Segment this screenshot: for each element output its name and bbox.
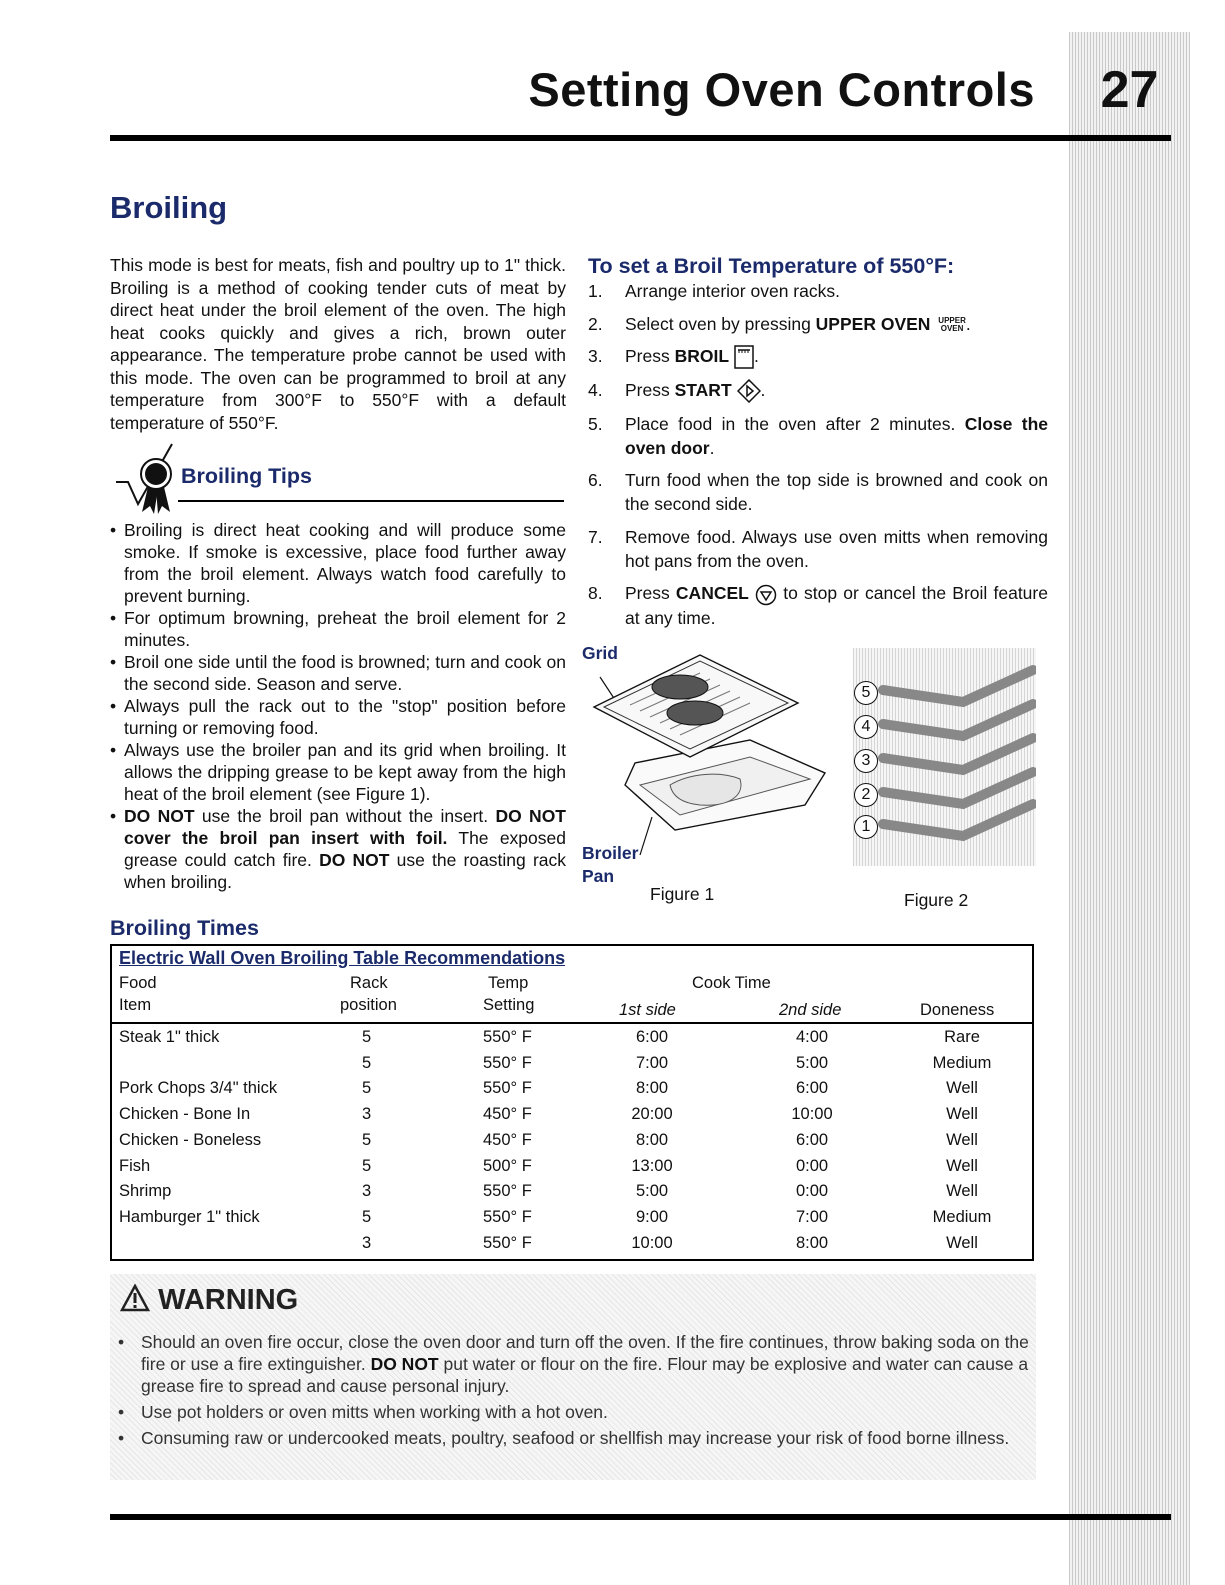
rack-position-badge: 5 — [854, 681, 878, 705]
table-cell-doneness: Well — [946, 1182, 978, 1201]
rack-position-badge: 2 — [854, 783, 878, 807]
table-cell-first: 10:00 — [631, 1233, 673, 1252]
intro-paragraph: This mode is best for meats, fish and poultry up to 1" thick. Broiling is a method of cooking tender cuts of meat by direct heat under the broil element of the oven. The high heat cooks quickly and gives a rich, brown outer appearance. The temperature probe cannot be used with this mode. The oven can be programmed to broil at any temperature from 300°F to 550°F with a default temperature of 550°F. — [110, 255, 566, 433]
col-header-item: Item — [119, 996, 152, 1014]
table-cell-doneness: Well — [946, 1130, 978, 1149]
header-rule — [112, 1022, 1032, 1024]
pan-label: Pan — [582, 866, 615, 886]
tip-item: • DO NOT use the broil pan without the insert. DO NOT cover the broil pan insert with foil. The exposed grease could catch fire. DO NOT use the roasting rack when broiling. — [110, 805, 566, 893]
figure2-caption: Figure 2 — [904, 890, 969, 910]
table-cell-temp: 550° F — [483, 1079, 532, 1098]
table-cell-second: 0:00 — [795, 1156, 829, 1175]
table-cell-second: 6:00 — [795, 1079, 829, 1098]
table-cell-first: 6:00 — [635, 1028, 669, 1046]
table-cell-second: 7:00 — [795, 1207, 829, 1226]
col-header-second-side: 2nd side — [779, 1001, 842, 1019]
col-header-first-side: 1st side — [619, 1001, 676, 1019]
table-cell-first: 13:00 — [631, 1156, 673, 1175]
table-cell-temp: 550° F — [483, 1233, 532, 1252]
table-cell-food: Pork Chops 3/4" thick — [119, 1079, 278, 1098]
upper-oven-key-icon: UPPER OVEN — [938, 315, 966, 333]
tip-item: • Broiling is direct heat cooking and will produce some smoke. If smoke is excessive, place food further away from the broil element. Always watch food carefully to prevent burning. — [110, 519, 566, 607]
tips-heading: Broiling Tips — [181, 464, 312, 488]
table-cell-first: 8:00 — [635, 1130, 669, 1149]
award-ribbon-icon — [112, 442, 182, 514]
step-item: 1. Arrange interior oven racks. — [588, 281, 840, 301]
col-header-setting: Setting — [483, 996, 535, 1014]
table-cell-doneness: Rare — [944, 1028, 980, 1046]
col-header-doneness: Doneness — [920, 1001, 995, 1019]
table-cell-temp: 550° F — [483, 1053, 532, 1072]
tips-list — [110, 519, 566, 893]
col-header-food: Food — [119, 974, 157, 992]
table-cell-first: 9:00 — [635, 1207, 669, 1226]
steps-heading: To set a Broil Temperature of 550°F: — [588, 254, 955, 278]
table-cell-rack: 5 — [362, 1053, 372, 1072]
table-cell-rack: 5 — [362, 1207, 372, 1226]
table-cell-first: 7:00 — [635, 1053, 669, 1072]
table-title: Electric Wall Oven Broiling Table Recommendations — [119, 948, 566, 968]
table-cell-temp: 550° F — [483, 1028, 532, 1046]
step-item: 6. Turn food when the top side is browned and cook on the second side. — [588, 470, 1048, 515]
warning-title: WARNING — [120, 1284, 298, 1317]
warning-item: • Consuming raw or undercooked meats, poultry, seafood or shellfish may increase your risk of food borne illness. — [115, 1427, 1030, 1449]
table-cell-food: Shrimp — [119, 1182, 172, 1201]
rack-position-badge: 1 — [854, 815, 878, 839]
warning-list — [115, 1331, 1030, 1453]
page-number: 27 — [1100, 61, 1159, 119]
table-cell-second: 5:00 — [795, 1053, 829, 1072]
table-cell-doneness: Medium — [932, 1207, 992, 1226]
table-cell-food: Chicken - Bone In — [119, 1105, 251, 1124]
table-cell-food: Chicken - Boneless — [119, 1130, 262, 1149]
top-rule — [110, 135, 1171, 141]
tips-rule — [178, 500, 564, 502]
table-cell-rack: 5 — [362, 1079, 372, 1098]
step-item: 4. Press START . — [588, 378, 1048, 403]
col-header-position: position — [340, 996, 397, 1014]
table-cell-second: 6:00 — [795, 1130, 829, 1149]
section-heading: Broiling — [110, 190, 228, 225]
broiling-times-heading: Broiling Times — [110, 916, 259, 940]
table-cell-first: 5:00 — [635, 1182, 669, 1201]
warning-triangle-icon — [120, 1284, 150, 1312]
table-cell-second: 0:00 — [795, 1182, 829, 1201]
broiler-label: Broiler — [582, 843, 639, 863]
col-header-temp: Temp — [488, 974, 529, 992]
table-cell-rack: 3 — [362, 1105, 372, 1124]
warning-item: • Should an oven fire occur, close the oven door and turn off the oven. If the fire continues, throw baking soda on the fire or use a fire extinguisher. DO NOT put water or flour on the fire. Flour may be explosive and water can cause a grease fire to spread and cause personal injury. — [115, 1331, 1030, 1397]
table-cell-rack: 5 — [362, 1130, 372, 1149]
step-item: 3. Press BROIL . — [588, 344, 1048, 369]
figure1-caption: Figure 1 — [650, 884, 715, 904]
table-cell-rack: 3 — [362, 1182, 372, 1201]
table-cell-first: 8:00 — [635, 1079, 669, 1098]
table-cell-rack: 5 — [362, 1156, 372, 1175]
tip-item: • Always pull the rack out to the "stop" position before turning or removing food. — [110, 695, 566, 739]
tip-item: • Broil one side until the food is browned; turn and cook on the second side. Season and serve. — [110, 651, 566, 695]
steps-list — [588, 279, 1048, 638]
table-cell-doneness: Well — [946, 1156, 978, 1175]
table-cell-doneness: Well — [946, 1079, 978, 1098]
grid-label: Grid — [582, 643, 618, 663]
table-cell-rack: 3 — [362, 1233, 372, 1252]
rack-position-badge: 3 — [854, 749, 878, 773]
warning-box — [110, 1274, 1036, 1480]
table-cell-second: 8:00 — [795, 1233, 829, 1252]
broiling-table — [110, 944, 1034, 1261]
step-item: 7. Remove food. Always use oven mitts when removing hot pans from the oven. — [588, 526, 1048, 571]
table-cell-temp: 500° F — [483, 1156, 532, 1175]
col-header-cook-time: Cook Time — [692, 974, 771, 992]
step-item: 2. Select oven by pressing UPPER OVEN UPPER OVEN . — [588, 313, 971, 334]
page-edge-tab — [1069, 32, 1190, 1585]
broil-key-icon — [734, 345, 754, 369]
table-cell-second: 10:00 — [791, 1105, 833, 1124]
table-cell-doneness: Well — [946, 1233, 978, 1252]
table-cell-rack: 5 — [362, 1028, 372, 1046]
bottom-rule — [110, 1514, 1171, 1520]
step-item: 8. Press CANCEL to stop or cancel the Broil feature at any time. — [588, 583, 1048, 628]
step-item: 5. Place food in the oven after 2 minutes. Close the oven door. — [588, 413, 1048, 458]
table-cell-temp: 450° F — [483, 1105, 532, 1124]
page-title: Setting Oven Controls — [528, 63, 1035, 116]
table-cell-food: Fish — [119, 1156, 151, 1175]
tip-item: • Always use the broiler pan and its grid when broiling. It allows the dripping grease to be kept away from the high heat of the broil element (see Figure 1). — [110, 739, 566, 805]
rack-positions-illustration — [853, 648, 1036, 866]
cancel-key-icon — [755, 584, 777, 606]
warning-item: • Use pot holders or oven mitts when working with a hot oven. — [115, 1401, 1030, 1423]
rack-position-badge: 4 — [854, 715, 878, 739]
table-cell-food: Hamburger 1" thick — [119, 1207, 260, 1226]
table-cell-temp: 550° F — [483, 1182, 532, 1201]
table-cell-doneness: Medium — [932, 1053, 992, 1072]
table-cell-food: Steak 1" thick — [119, 1028, 220, 1046]
table-cell-doneness: Well — [946, 1105, 978, 1124]
tip-item: • For optimum browning, preheat the broil element for 2 minutes. — [110, 607, 566, 651]
col-header-rack: Rack — [350, 974, 388, 992]
table-cell-temp: 450° F — [483, 1130, 532, 1149]
start-key-icon — [737, 379, 761, 403]
table-cell-temp: 550° F — [483, 1207, 532, 1226]
oven-racks-diagram — [853, 648, 1036, 866]
table-cell-first: 20:00 — [631, 1105, 673, 1124]
table-cell-second: 4:00 — [795, 1028, 829, 1046]
